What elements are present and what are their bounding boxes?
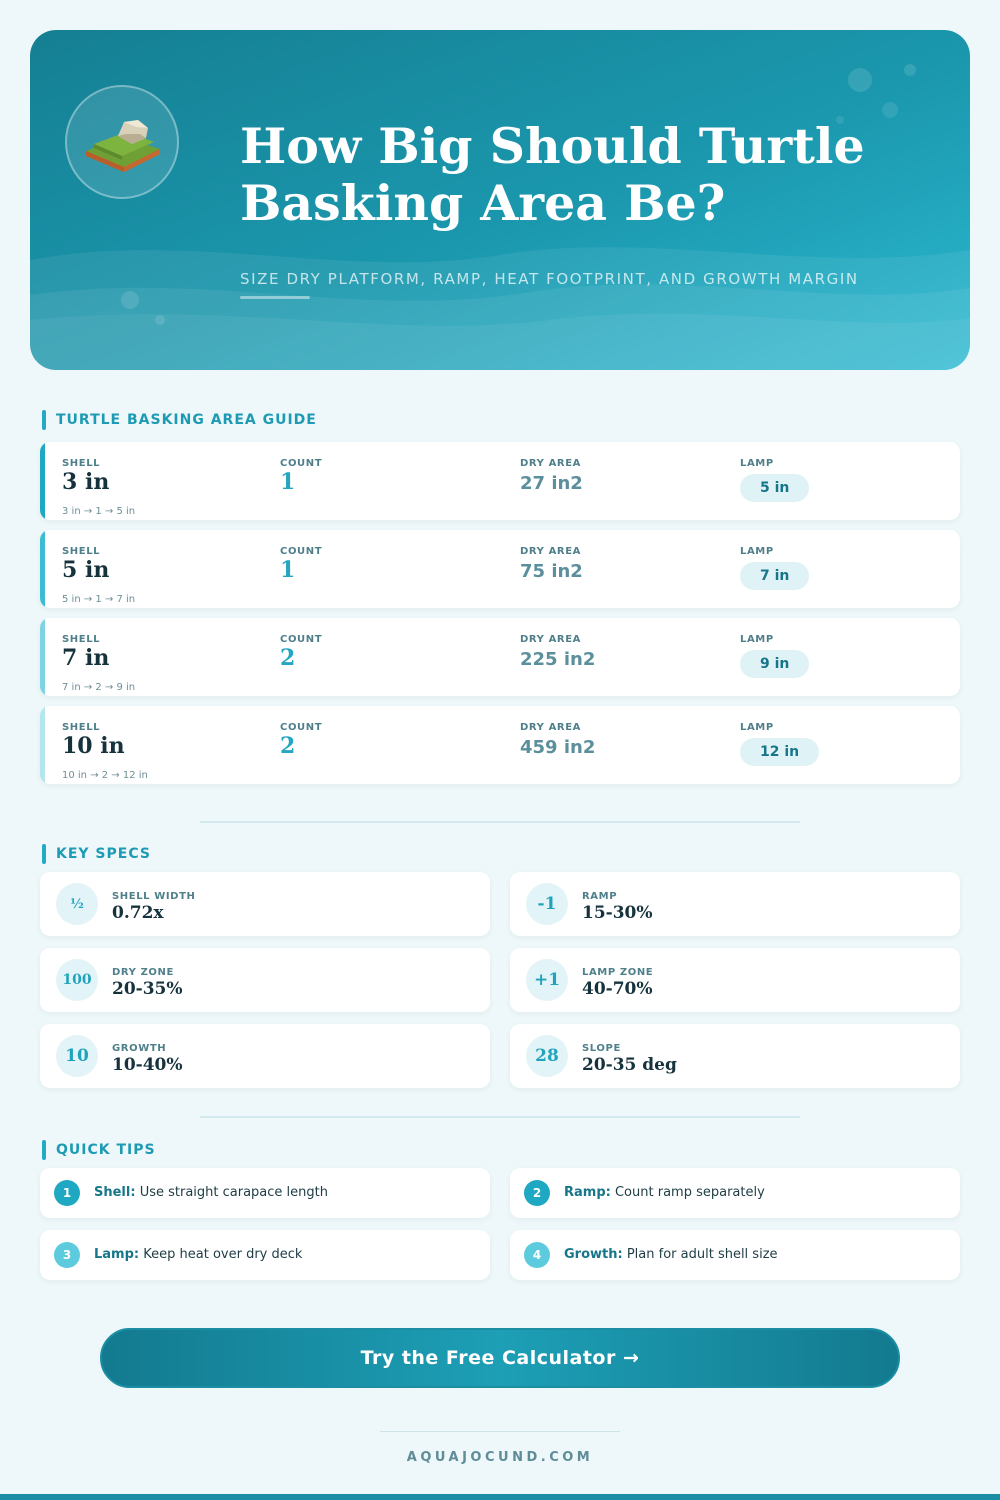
tip-body: Use straight carapace length [139, 1185, 328, 1200]
guide-row [40, 618, 960, 696]
row-summary: 3 in → 1 → 5 in [62, 506, 136, 517]
spec-card-shell-width [40, 872, 490, 936]
spec-label: SHELL WIDTH [112, 891, 196, 902]
heading-accent-bar [42, 1140, 46, 1160]
dry-area-label: DRY AREA [520, 722, 581, 733]
tip-text [564, 1185, 765, 1200]
dry-area-label: DRY AREA [520, 546, 581, 557]
spec-card-growth [40, 1024, 490, 1088]
section-divider [200, 1116, 800, 1118]
count-value: 1 [280, 557, 296, 583]
count-value: 2 [280, 733, 296, 759]
tip-text [94, 1185, 328, 1200]
tips-heading-text: QUICK TIPS [56, 1142, 156, 1158]
shell-label: SHELL [62, 546, 101, 557]
shell-label: SHELL [62, 634, 101, 645]
specs-heading-text: KEY SPECS [56, 846, 151, 862]
section-divider [200, 821, 800, 823]
row-summary: 7 in → 2 → 9 in [62, 682, 136, 693]
tip-number-badge: 1 [54, 1180, 80, 1206]
tip-body: Keep heat over dry deck [143, 1247, 303, 1262]
tip-number-badge: 4 [524, 1242, 550, 1268]
tip-body: Count ramp separately [614, 1185, 765, 1200]
footer-divider [380, 1431, 620, 1432]
lamp-label: LAMP [740, 546, 774, 557]
spec-card-dry-zone [40, 948, 490, 1012]
count-label: COUNT [280, 546, 323, 557]
try-calculator-button[interactable]: Try the Free Calculator → [100, 1328, 900, 1388]
row-accent-bar [40, 618, 45, 696]
dry-area-value: 27 in2 [520, 473, 583, 494]
page-title: How Big Should Turtle Basking Area Be? [240, 117, 865, 232]
basking-platform-icon [74, 94, 170, 190]
bottom-accent-bar [0, 1494, 1000, 1500]
guide-row [40, 706, 960, 784]
dry-area-value: 225 in2 [520, 649, 596, 670]
row-accent-bar [40, 706, 45, 784]
lamp-badge: 7 in [740, 562, 809, 590]
row-summary: 5 in → 1 → 7 in [62, 594, 136, 605]
dry-area-label: DRY AREA [520, 634, 581, 645]
shell-value: 5 in [62, 557, 110, 583]
footer-brand-link[interactable]: AQUAJOCUND.COM [406, 1450, 594, 1465]
shell-label: SHELL [62, 722, 101, 733]
heading-accent-bar [42, 410, 46, 430]
tip-card [40, 1168, 490, 1218]
count-label: COUNT [280, 722, 323, 733]
spec-card-lamp-zone [510, 948, 960, 1012]
lamp-badge: 5 in [740, 474, 809, 502]
dry-area-label: DRY AREA [520, 458, 581, 469]
guide-row [40, 442, 960, 520]
subtitle-underline [240, 296, 310, 299]
count-value: 2 [280, 645, 296, 671]
row-accent-bar [40, 530, 45, 608]
hero-banner [30, 30, 970, 370]
dry-area-value: 459 in2 [520, 737, 596, 758]
spec-label: LAMP ZONE [582, 967, 654, 978]
spec-card-ramp [510, 872, 960, 936]
shell-value: 10 in [62, 733, 125, 759]
guide-row [40, 530, 960, 608]
specs-section-heading [42, 844, 151, 864]
hero-icon-badge [65, 85, 179, 199]
tip-number-badge: 3 [54, 1242, 80, 1268]
tip-title: Ramp: [564, 1185, 611, 1200]
tips-section-heading [42, 1140, 156, 1160]
minus-one-icon: -1 [526, 883, 568, 925]
tip-title: Shell: [94, 1185, 136, 1200]
row-summary: 10 in → 2 → 12 in [62, 770, 148, 781]
lamp-label: LAMP [740, 634, 774, 645]
spec-value: 40-70% [582, 979, 653, 999]
spec-value: 10-40% [112, 1055, 183, 1075]
tip-card [510, 1168, 960, 1218]
lamp-badge: 9 in [740, 650, 809, 678]
shell-label: SHELL [62, 458, 101, 469]
guide-heading-text: TURTLE BASKING AREA GUIDE [56, 412, 317, 428]
count-label: COUNT [280, 634, 323, 645]
tip-card [40, 1230, 490, 1280]
guide-section-heading [42, 410, 317, 430]
spec-value: 20-35% [112, 979, 183, 999]
lamp-label: LAMP [740, 722, 774, 733]
half-fraction-icon: ½ [56, 883, 98, 925]
ten-icon: 10 [56, 1035, 98, 1077]
tip-text [564, 1247, 778, 1262]
spec-label: SLOPE [582, 1043, 621, 1054]
plus-one-icon: +1 [526, 959, 568, 1001]
lamp-badge: 12 in [740, 738, 819, 766]
tip-text [94, 1247, 302, 1262]
shell-value: 3 in [62, 469, 110, 495]
heading-accent-bar [42, 844, 46, 864]
spec-value: 15-30% [582, 903, 653, 923]
spec-value: 20-35 deg [582, 1055, 677, 1075]
spec-label: GROWTH [112, 1043, 167, 1054]
spec-value: 0.72x [112, 903, 164, 923]
page-subtitle: SIZE DRY PLATFORM, RAMP, HEAT FOOTPRINT, AND GROWTH MARGIN [240, 270, 859, 288]
count-value: 1 [280, 469, 296, 495]
count-label: COUNT [280, 458, 323, 469]
spec-label: DRY ZONE [112, 967, 174, 978]
shell-value: 7 in [62, 645, 110, 671]
tip-body: Plan for adult shell size [626, 1247, 778, 1262]
spec-card-slope [510, 1024, 960, 1088]
tip-title: Growth: [564, 1247, 623, 1262]
twenty-eight-icon: 28 [526, 1035, 568, 1077]
lamp-label: LAMP [740, 458, 774, 469]
tip-number-badge: 2 [524, 1180, 550, 1206]
tip-title: Lamp: [94, 1247, 140, 1262]
spec-label: RAMP [582, 891, 618, 902]
row-accent-bar [40, 442, 45, 520]
hundred-icon: 100 [56, 959, 98, 1001]
dry-area-value: 75 in2 [520, 561, 583, 582]
tip-card [510, 1230, 960, 1280]
